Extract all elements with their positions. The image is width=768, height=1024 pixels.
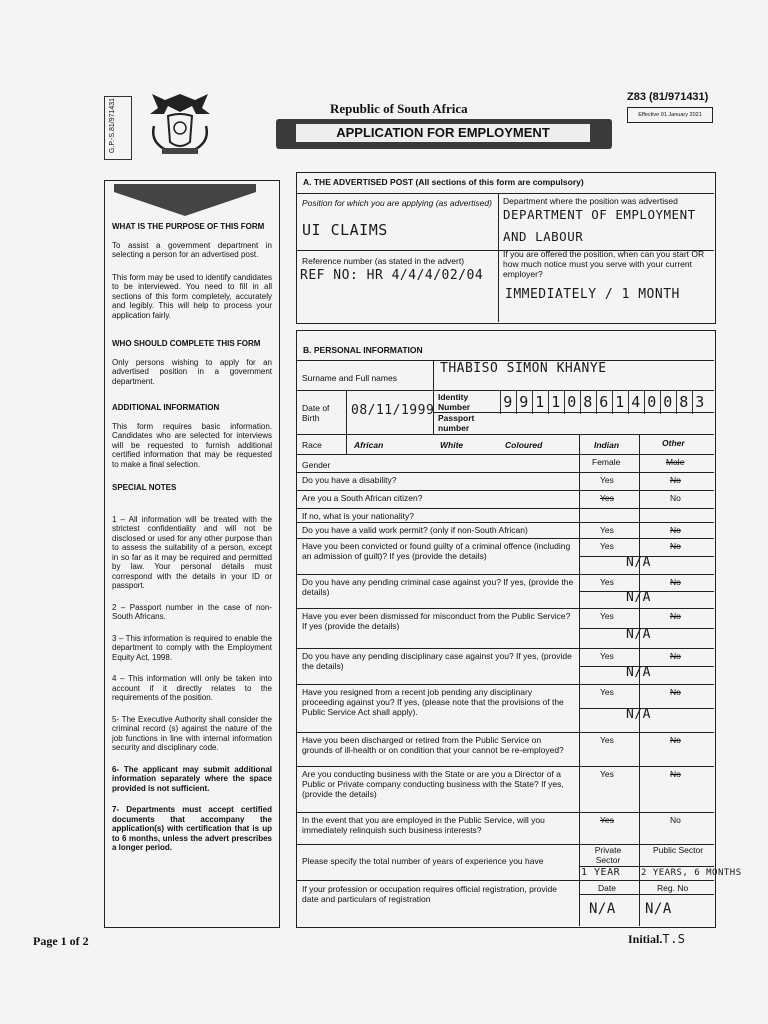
answer-yes[interactable]: Yes: [600, 475, 614, 485]
department-value[interactable]: DEPARTMENT OF EMPLOYMENT AND LABOUR: [503, 207, 696, 244]
question-text: If no, what is your nationality?: [302, 511, 414, 521]
answer-no[interactable]: No: [670, 611, 681, 621]
question-text: In the event that you are employed in the Public Service, will you immediately relinquish such business interests?: [302, 815, 545, 835]
id-digit[interactable]: 0: [564, 390, 579, 414]
reg-no-value[interactable]: N/A: [645, 901, 672, 917]
left-instructions: WHAT IS THE PURPOSE OF THIS FORM To assist a government department in selecting a person for an advertised post. This form may be used to identify candidates to be interviewed. You need to fill in all sections of this form completely, accurately and legibly. This will help to process your application fairly. WHO SHOULD COMPLETE THIS FORM Only persons wishing to apply for an advertised position in a government department. ADDITIONAL INFORMATION This form requires basic information. Candidates who are selected for interviews will be requested to furnish additional certified information that may be requested to make a final selection. SPECIAL NOTES 1 – All information will be treated with the strictest confidentiality and will not be disclosed or used for any other purpose than to assess the suitability of a person, except in so far as it may be required and permitted by law. Your personal details must correspond with the details in your ID or passport. 2 – Passport number in the case of non-South Africans. 3 – This information is required to enable the department to comply with the Employment Equity Act, 1998. 4 – This information will only be taken into account if it directly relates to the requirements of the position. 5- The Executive Authority shall consider the criminal record (s) against the nature of the job functions in line with internal information security and disciplinary code. 6- The applicant may submit additional information separately where the space provided is not sufficient. 7- Departments must accept certified documents that accompany the application(s) with certification that is up to 6 months, unless the advert prescribes a longer period.: [112, 222, 272, 852]
private-sector-value[interactable]: 1 YEAR: [581, 867, 621, 878]
experience-label: Please specify the total number of years of experience you have: [302, 856, 544, 866]
question-text: Have you been discharged or retired from the Public Service on grounds of ill-health or on condition that your cannot be re-employed?: [302, 735, 564, 755]
surname-label: Surname and Full names: [302, 373, 397, 383]
answer-no[interactable]: No: [670, 735, 681, 745]
question-text: Do you have any pending disciplinary case against you? If yes, (provide the details): [302, 651, 572, 671]
passport-label: Passport number: [438, 413, 475, 433]
question-text: Have you resigned from a recent job pending any disciplinary proceeding against you? If yes, (please note that the provisions of the Public Service Act shall apply).: [302, 687, 564, 717]
public-sector-label: Public Sector: [652, 845, 704, 855]
question-text: Have you ever been dismissed for misconduct from the Public Service? If yes (provide the details): [302, 611, 571, 631]
reference-value[interactable]: REF NO: HR 4/4/4/02/04: [300, 268, 484, 283]
id-digit[interactable]: 4: [628, 390, 643, 414]
gender-female[interactable]: Female: [592, 457, 621, 467]
answer-no[interactable]: No: [670, 651, 681, 661]
effective-box: Effective 01 January 2021: [627, 107, 713, 123]
id-digit[interactable]: 3: [692, 390, 707, 414]
id-digit[interactable]: 1: [548, 390, 563, 414]
department-label: Department where the position was advertised: [503, 196, 678, 206]
detail-value[interactable]: N/A: [626, 707, 651, 722]
reg-date-label: Date: [598, 883, 616, 893]
detail-value[interactable]: N/A: [626, 590, 651, 605]
arrow-shape: [110, 182, 260, 223]
race-african[interactable]: African: [354, 440, 384, 450]
answer-no[interactable]: No: [670, 687, 681, 697]
reg-date-value[interactable]: N/A: [589, 901, 616, 917]
answer-yes[interactable]: Yes: [600, 541, 614, 551]
answer-no[interactable]: No: [670, 769, 681, 779]
dob-value[interactable]: 08/11/1999: [351, 403, 435, 418]
id-digit[interactable]: 0: [660, 390, 675, 414]
id-digit[interactable]: 9: [500, 390, 515, 414]
form-code: Z83 (81/971431): [627, 91, 709, 103]
side-code: G.P.-S.81/971431: [104, 96, 132, 160]
question-text: Are you a South African citizen?: [302, 493, 423, 503]
detail-value[interactable]: N/A: [626, 627, 651, 642]
section-a: A. THE ADVERTISED POST (All sections of this form are compulsory): [296, 172, 716, 324]
gender-label: Gender: [302, 460, 331, 470]
race-coloured[interactable]: Coloured: [505, 440, 543, 450]
race-other[interactable]: Other: [662, 438, 685, 448]
answer-yes[interactable]: Yes: [600, 525, 614, 535]
answer-yes[interactable]: Yes: [600, 687, 614, 697]
answer-no[interactable]: No: [670, 815, 681, 825]
position-value[interactable]: UI CLAIMS: [302, 221, 388, 239]
answer-no[interactable]: No: [670, 541, 681, 551]
id-digit[interactable]: 1: [612, 390, 627, 414]
notice-value[interactable]: IMMEDIATELY / 1 MONTH: [505, 287, 680, 302]
question-text: Have you been convicted or found guilty of a criminal offence (including an admission of guilt)? If yes (provide the details): [302, 541, 571, 561]
question-text: Do you have a disability?: [302, 475, 397, 485]
race-indian[interactable]: Indian: [594, 440, 620, 450]
initial-value[interactable]: T.S: [662, 932, 686, 946]
coat-of-arms-logo: [140, 86, 220, 158]
answer-no[interactable]: No: [670, 493, 681, 503]
detail-value[interactable]: N/A: [626, 555, 651, 570]
answer-yes[interactable]: Yes: [600, 769, 614, 779]
detail-value[interactable]: N/A: [626, 665, 651, 680]
country-title: Republic of South Africa: [330, 101, 468, 116]
initial-label: Initial.T.S: [628, 932, 686, 946]
reg-no-label: Reg. No: [657, 883, 689, 893]
answer-yes[interactable]: Yes: [600, 493, 614, 503]
answer-yes[interactable]: Yes: [600, 611, 614, 621]
question-text: Are you conducting business with the State or are you a Director of a Public or Private company conducting business with the State? If yes, (provide the details): [302, 769, 564, 799]
id-digit[interactable]: 1: [532, 390, 547, 414]
gender-male[interactable]: Male: [666, 457, 685, 467]
id-digit[interactable]: 6: [596, 390, 611, 414]
id-digit[interactable]: 8: [580, 390, 595, 414]
answer-yes[interactable]: Yes: [600, 651, 614, 661]
page-number: Page 1 of 2: [33, 934, 89, 948]
question-text: Do you have a valid work permit? (only if non-South African): [302, 525, 528, 535]
form-title-banner: APPLICATION FOR EMPLOYMENT: [276, 119, 612, 149]
race-white[interactable]: White: [440, 440, 464, 450]
race-label: Race: [302, 440, 322, 450]
question-text: Do you have any pending criminal case against you? If yes, (provide the details): [302, 577, 574, 597]
public-sector-value[interactable]: 2 YEARS, 6 MONTHS: [641, 868, 742, 878]
id-digit[interactable]: 9: [516, 390, 531, 414]
dob-label: Date of Birth: [302, 403, 330, 423]
answer-no[interactable]: No: [670, 475, 681, 485]
answer-yes[interactable]: Yes: [600, 815, 614, 825]
id-label: Identity Number: [438, 392, 471, 412]
id-digit[interactable]: 0: [644, 390, 659, 414]
position-label: Position for which you are applying (as advertised): [302, 198, 492, 208]
answer-no[interactable]: No: [670, 525, 681, 535]
section-b: B. PERSONAL INFORMATION: [296, 330, 716, 928]
registration-label: If your profession or occupation requires official registration, provide date and particulars of registration: [302, 884, 557, 904]
notice-label: If you are offered the position, when can you start OR how much notice must you serve with your current employer?: [503, 249, 705, 279]
reference-label: Reference number (as stated in the advert): [302, 256, 465, 266]
surname-value[interactable]: THABISO SIMON KHANYE: [440, 361, 607, 376]
private-sector-label: Private Sector: [594, 845, 622, 865]
answer-yes[interactable]: Yes: [600, 577, 614, 587]
answer-no[interactable]: No: [670, 577, 681, 587]
answer-yes[interactable]: Yes: [600, 735, 614, 745]
id-digit[interactable]: 8: [676, 390, 691, 414]
